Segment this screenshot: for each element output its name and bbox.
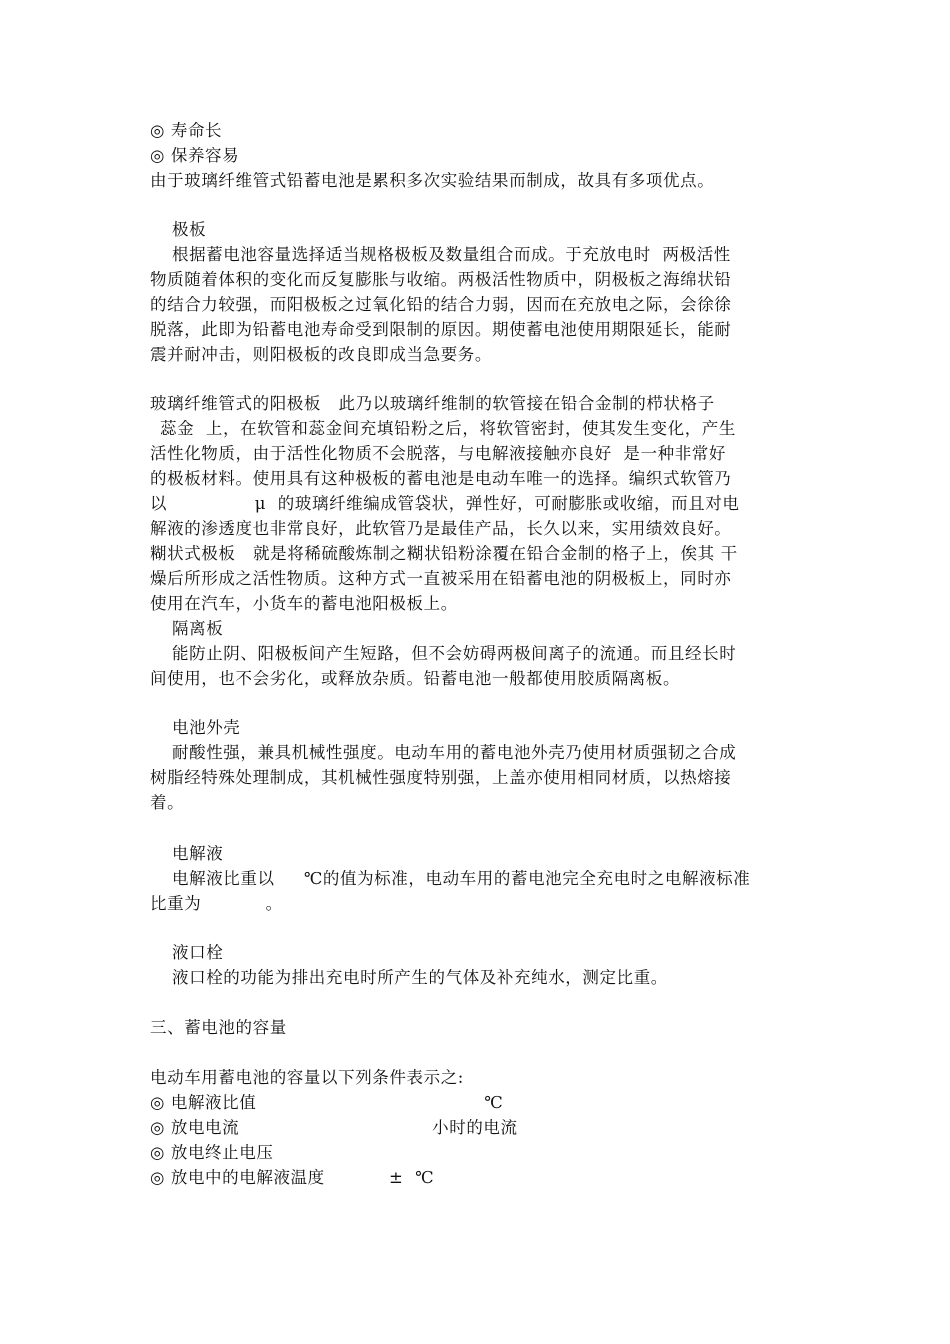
paragraph-line: 比重为 。 — [150, 894, 283, 913]
section-heading-electrolyte: 电解液 — [172, 844, 224, 863]
paragraph-line: 树脂经特殊处理制成，其机械性强度特别强，上盖亦使用相同材质，以热熔接 — [150, 768, 732, 787]
paragraph-line: 脱落，此即为铅蓄电池寿命受到限制的原因。期使蓄电池使用期限延长，能耐 — [150, 320, 732, 339]
list-item: ◎ 放电中的电解液温度 ± ℃ — [150, 1168, 435, 1187]
section-heading-case: 电池外壳 — [172, 718, 241, 737]
paragraph-line: 的结合力较强，而阳极板之过氧化铅的结合力弱，因而在充放电之际，会徐徐 — [150, 295, 732, 314]
paragraph-line: 液口栓的功能为排出充电时所产生的气体及补充纯水，测定比重。 — [172, 968, 668, 987]
section-heading-plate: 极板 — [172, 220, 207, 239]
paragraph-line: 耐酸性强，兼具机械性强度。电动车用的蓄电池外壳乃使用材质强韧之合成 — [172, 743, 737, 762]
paragraph-line: 燥后所形成之活性物质。这种方式一直被采用在铅蓄电池的阴极板上，同时亦 — [150, 569, 732, 588]
section-heading-plug: 液口栓 — [172, 943, 224, 962]
section-heading-separator: 隔离板 — [172, 619, 224, 638]
paragraph-line: 震并耐冲击，则阳极板的改良即成当急要务。 — [150, 345, 492, 364]
paragraph-line: 蕊金 上，在软管和蕊金间充填铅粉之后，将软管密封，使其发生变化，产生 — [160, 419, 736, 438]
paragraph-line: 根据蓄电池容量选择适当规格极板及数量组合而成。于充放电时 两极活性 — [172, 245, 731, 264]
list-item: ◎ 寿命长 — [150, 121, 223, 140]
intro-paragraph: 由于玻璃纤维管式铅蓄电池是累积多次实验结果而制成，故具有多项优点。 — [150, 171, 715, 190]
paragraph-line: 以 μ 的玻璃纤维编成管袋状，弹性好，可耐膨胀或收缩，而且对电 — [150, 494, 740, 513]
paragraph-line: 间使用，也不会劣化，或释放杂质。铅蓄电池一般都使用胶质隔离板。 — [150, 669, 681, 688]
paragraph-line: 的极板材料。使用具有这种极板的蓄电池是电动车唯一的选择。编织式软管乃 — [150, 469, 732, 488]
paragraph-line: 着。 — [150, 793, 185, 812]
paragraph-line: 玻璃纤维管式的阳极板 此乃以玻璃纤维制的软管接在铅合金制的栉状格子 — [150, 394, 715, 413]
paragraph-line: 解液的渗透度也非常良好，此软管乃是最佳产品，长久以来，实用绩效良好。 — [150, 519, 732, 538]
paragraph-line: 物质随着体积的变化而反复膨胀与收缩。两极活性物质中，阴极板之海绵状铅 — [150, 270, 732, 289]
section-heading-capacity: 三、蓄电池的容量 — [150, 1018, 287, 1037]
capacity-intro: 电动车用蓄电池的容量以下列条件表示之: — [150, 1068, 464, 1087]
list-item: ◎ 电解液比值 ℃ — [150, 1093, 504, 1112]
list-item: ◎ 放电终止电压 — [150, 1143, 274, 1162]
paragraph-line: 使用在汽车，小货车的蓄电池阳极板上。 — [150, 594, 458, 613]
paragraph-line: 电解液比重以 ℃的值为标准，电动车用的蓄电池完全充电时之电解液标准 — [172, 869, 751, 888]
paragraph-line: 能防止阴、阳极板间产生短路，但不会妨碍两极间离子的流通。而且经长时 — [172, 644, 737, 663]
paragraph-line: 糊状式极板 就是将稀硫酸炼制之糊状铅粉涂覆在铅合金制的格子上，俟其 干 — [150, 544, 738, 563]
list-item: ◎ 放电电流 小时的电流 — [150, 1118, 518, 1137]
paragraph-line: 活性化物质，由于活性化物质不会脱落，与电解液接触亦良好 是一种非常好 — [150, 444, 726, 463]
list-item: ◎ 保养容易 — [150, 146, 240, 165]
